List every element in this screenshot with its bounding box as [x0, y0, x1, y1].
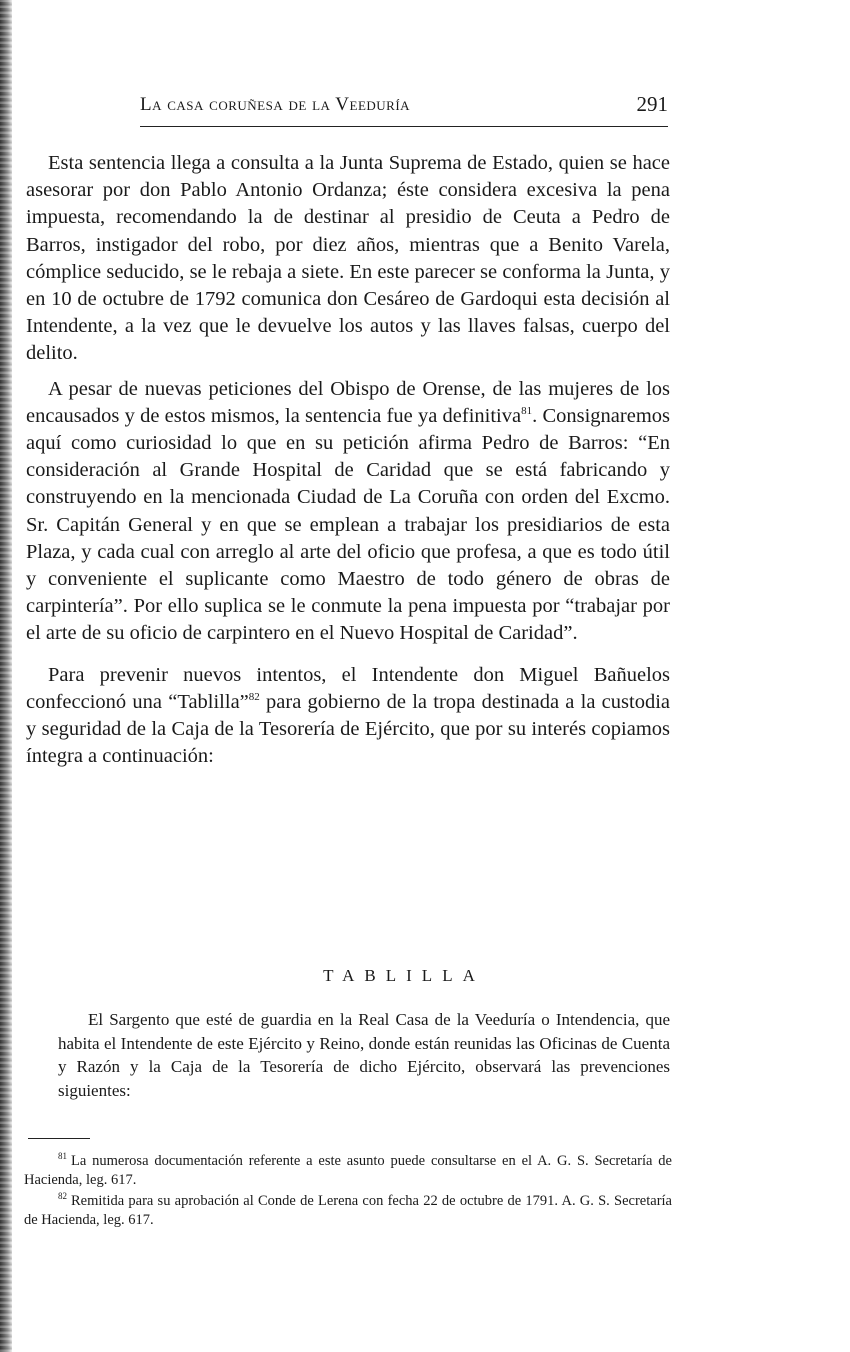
paragraph-2-text-before: A pesar de nuevas peticiones del Obispo de Orense, de las mujeres de los encausados y de estos mismos, la sentencia fue ya definitiva — [26, 377, 670, 427]
footnotes — [24, 1152, 672, 1232]
footnote-divider — [28, 1138, 90, 1139]
footnote-82 — [24, 1192, 672, 1230]
paragraph-3 — [26, 662, 670, 771]
scan-binding-edge — [0, 0, 12, 1352]
tablilla-paragraph: El Sargento que esté de guardia en la Real Casa de la Veeduría o Intendencia, que habita el Intendente de este Ejército y Reino, donde están reunidas las Oficinas de Cuenta y Razón y la Caja de la Tesorería de dicho Ejército, observará las prevenciones siguientes: — [58, 1010, 670, 1100]
paragraph-2-text-after: . Consignaremos aquí como curiosidad lo que en su petición afirma Pedro de Barros: “En consideración al Grande Hospital de Caridad que se está fabricando y construyendo en la mencionada Ciudad de La Coruña con orden del Excmo. Sr. Capitán General y en que se emplean a trabajar los presidiarios de esta Plaza, y cada cual con arreglo al arte del oficio que profesa, a que es todo útil y conveniente el suplicante como Maestro de todo género de obras de carpintería”. Por ello suplica se le conmute la pena impuesta por “trabajar por el arte de su oficio de carpintero en el Nuevo Hospital de Caridad”. — [26, 404, 670, 645]
footnote-81-text: La numerosa documentación referente a este asunto puede consultarse en el A. G. S. Secretaría de Hacienda, leg. 617. — [24, 1153, 672, 1188]
paragraph-2 — [26, 376, 670, 648]
footnote-ref-82: 82 — [248, 691, 260, 704]
main-text — [26, 150, 670, 778]
paragraph-3-text-after: para gobierno de la tropa destinada a la custodia y seguridad de la Caja de la Tesorería de Ejército, que por su interés copiamos íntegra a continuación: — [26, 690, 670, 768]
page-number: 291 — [636, 92, 668, 116]
paragraph-1 — [26, 150, 670, 368]
footnote-82-number: 82 — [58, 1191, 67, 1202]
running-header — [140, 92, 668, 127]
tablilla-heading: TABLILLA — [323, 966, 485, 985]
running-title: La casa coruñesa de la Veeduría — [140, 94, 411, 115]
paragraph-1-text: Esta sentencia llega a consulta a la Junta Suprema de Estado, quien se hace asesorar por don Pablo Antonio Ordanza; éste considera excesiva la pena impuesta, recomendando la de destinar al presidio de Ceuta a Pedro de Barros, instigador del robo, por diez años, mientras que a Benito Varela, cómplice seducido, se le rebaja a siete. En este parecer se conforma la Junta, y en 10 de octubre de 1792 comunica don Cesáreo de Gardoqui esta decisión al Intendente, a la vez que le devuelve los autos y las llaves falsas, cuerpo del delito. — [26, 152, 670, 365]
footnote-82-text: Remitida para su aprobación al Conde de Lerena con fecha 22 de octubre de 1791. A. G. S. Secretaría de Hacienda, leg. 617. — [24, 1193, 672, 1228]
paragraph-3-text-before: Para prevenir nuevos intentos, el Intendente don Miguel Bañuelos confeccionó una “Tablilla” — [26, 663, 670, 713]
tablilla-body — [58, 1008, 670, 1102]
footnote-81-number: 81 — [58, 1151, 67, 1162]
footnote-ref-81: 81 — [521, 405, 533, 417]
footnote-81 — [24, 1152, 672, 1190]
